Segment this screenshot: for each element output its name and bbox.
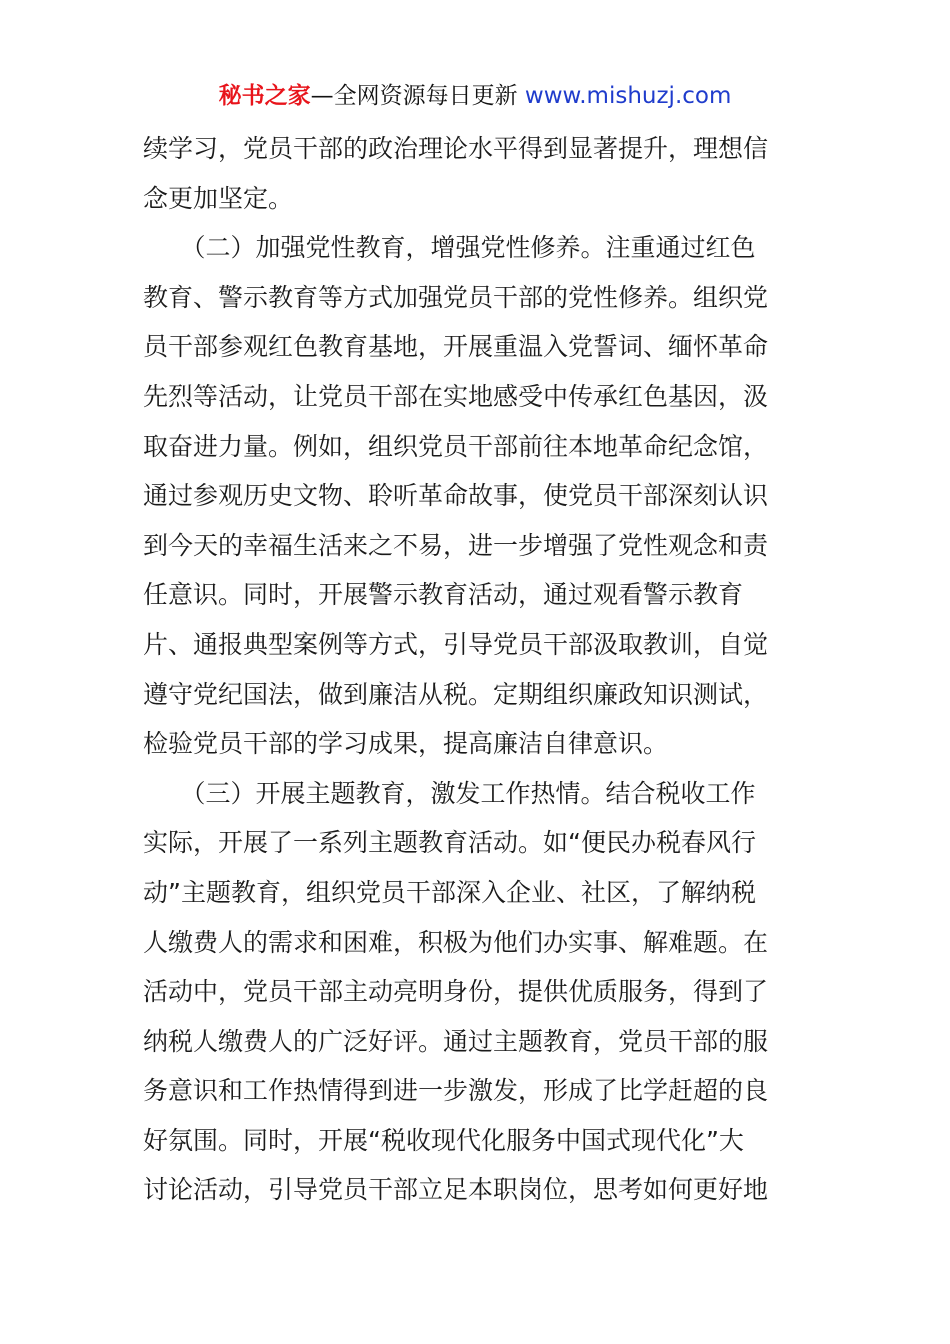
site-tagline: —全网资源每日更新 (310, 83, 518, 109)
text-line: 任意识。同时，开展警示教育活动，通过观看警示教育 (143, 580, 744, 610)
text-line: 续学习，党员干部的政治理论水平得到显著提升，理想信 (143, 134, 769, 163)
text-line: 到今天的幸福生活来之不易，进一步增强了党性观念和责 (143, 530, 769, 560)
text-line: 教育、警示教育等方式加强党员干部的党性修养。组织党 (143, 282, 769, 312)
text-line: 通过参观历史文物、聆听革命故事，使党员干部深刻认识 (143, 481, 769, 511)
text-line: 讨论活动，引导党员干部立足本职岗位，思考如何更好地 (143, 1175, 769, 1205)
site-url-link[interactable]: www.mishuzj.com (524, 83, 732, 109)
site-brand: 秘书之家 (218, 83, 311, 109)
section-heading-line: （二）加强党性教育，增强党性修养。注重通过红色 (143, 233, 756, 263)
text-line: 检验党员干部的学习成果，提高廉洁自律意识。 (143, 729, 669, 759)
text-line: 动”主题教育，组织党员干部深入企业、社区，了解纳税 (143, 877, 756, 907)
text-line: 片、通报典型案例等方式，引导党员干部汲取教训，自觉 (143, 629, 769, 659)
document-body (143, 124, 807, 1215)
text-line: 先烈等活动，让党员干部在实地感受中传承红色基因，汲 (143, 381, 769, 411)
text-line: 遵守党纪国法，做到廉洁从税。定期组织廉政知识测试， (143, 679, 769, 709)
text-line: 活动中，党员干部主动亮明身份，提供优质服务，得到了 (143, 977, 769, 1007)
text-line: 员干部参观红色教育基地，开展重温入党誓词、缅怀革命 (143, 332, 769, 362)
text-line: 念更加坚定。 (143, 183, 294, 213)
text-line: 纳税人缴费人的广泛好评。通过主题教育，党员干部的服 (143, 1026, 769, 1056)
text-line: 好氛围。同时，开展“税收现代化服务中国式现代化”大 (143, 1125, 744, 1155)
text-line: 务意识和工作热情得到进一步激发，形成了比学赶超的良 (143, 1076, 769, 1106)
text-line: 人缴费人的需求和困难，积极为他们办实事、解难题。在 (143, 927, 769, 957)
site-header (0, 80, 950, 112)
text-line: 实际，开展了一系列主题教育活动。如“便民办税春风行 (143, 828, 756, 858)
text-line: 取奋进力量。例如，组织党员干部前往本地革命纪念馆， (143, 431, 769, 461)
section-heading-line: （三）开展主题教育，激发工作热情。结合税收工作 (143, 778, 756, 808)
